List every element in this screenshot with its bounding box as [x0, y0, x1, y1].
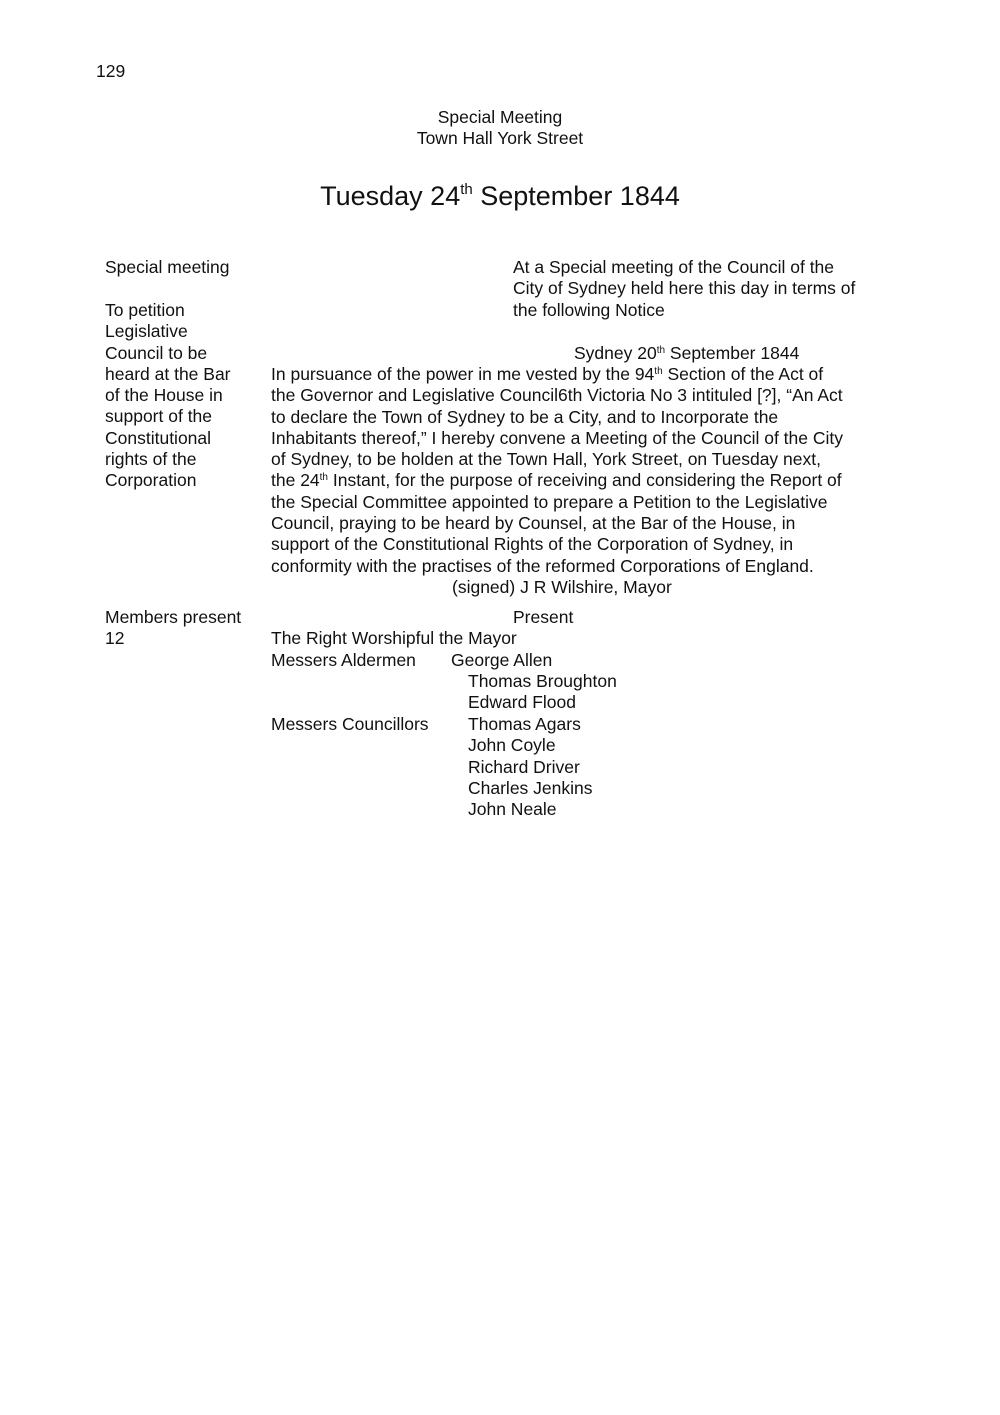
councillor-name: Thomas Agars	[468, 714, 581, 734]
notice-line	[271, 364, 843, 385]
notice-line: Inhabitants thereof,” I hereby convene a Meeting of the Council of the City	[271, 427, 844, 448]
margin-note-line: rights of the	[105, 449, 197, 470]
councillor-name: Richard Driver	[468, 756, 580, 777]
councillor-name: John Coyle	[468, 735, 556, 756]
notice-sup: th	[654, 366, 663, 377]
notice-line: to declare the Town of Sydney to be a City, and to Incorporate the	[271, 406, 779, 427]
margin-notes	[105, 300, 231, 492]
margin-note-line: Council to be	[105, 342, 208, 363]
present-heading: Present	[513, 607, 574, 627]
councillors-label: Messers Councillors	[271, 714, 429, 734]
title-date: Tuesday 24	[320, 181, 461, 211]
notice-sup: th	[319, 472, 328, 484]
page-title	[0, 180, 1000, 212]
notice-signature: (signed) J R Wilshire, Mayor	[452, 577, 672, 597]
meeting-location: Town Hall York Street	[416, 128, 584, 148]
councillor-name: Charles Jenkins	[468, 777, 593, 798]
notice-text: Section of the Act of	[662, 364, 824, 384]
notice-body	[271, 364, 843, 577]
meeting-type: Special Meeting	[437, 107, 563, 127]
notice-text: the 24	[271, 470, 320, 491]
margin-heading: Special meeting	[105, 257, 230, 277]
intro-line: the following Notice	[513, 299, 665, 320]
intro-text	[513, 257, 855, 321]
councillor-names	[468, 714, 593, 820]
intro-line: At a Special meeting of the Council of the	[513, 257, 835, 277]
notice-line	[271, 470, 843, 491]
margin-note-line: of the House in	[105, 385, 223, 406]
notice-line: conformity with the practises of the reformed Corporations of England.	[271, 555, 814, 576]
alderman-name: George Allen	[451, 650, 553, 670]
notice-line: of Sydney, to be holden at the Town Hall, York Street, on Tuesday next,	[271, 449, 821, 470]
notice-date-month: September 1844	[665, 343, 800, 363]
aldermen-label: Messers Aldermen	[271, 650, 416, 670]
notice-date-day: Sydney 20	[574, 343, 657, 363]
notice-line: support of the Constitutional Rights of the Corporation of Sydney, in	[271, 534, 794, 555]
margin-note-line: Legislative	[105, 321, 188, 342]
notice-date	[574, 343, 799, 364]
margin-note-line: To petition	[105, 300, 185, 320]
councillor-name: John Neale	[468, 799, 557, 820]
notice-text: Instant, for the purpose of receiving and considering the Report of	[328, 470, 842, 491]
page-number: 129	[96, 61, 126, 81]
notice-line: the Governor and Legislative Council6th Victoria No 3 intituled [?], “An Act	[271, 385, 843, 406]
present-mayor: The Right Worshipful the Mayor	[271, 628, 517, 648]
alderman-name: Thomas Broughton	[468, 671, 617, 691]
margin-note-line: Corporation	[105, 470, 197, 491]
members-present-label: Members present	[105, 607, 242, 627]
margin-note-line: heard at the Bar	[105, 363, 231, 384]
title-month-year: September 1844	[472, 181, 680, 211]
margin-note-line: support of the	[105, 406, 213, 427]
notice-line: Council, praying to be heard by Counsel, at the Bar of the House, in	[271, 513, 796, 534]
title-date-suffix: th	[460, 181, 473, 198]
margin-note-line: Constitutional	[105, 427, 212, 448]
notice-date-suffix: th	[656, 345, 666, 356]
members-present-count: 12	[105, 628, 125, 648]
alderman-name: Edward Flood	[468, 692, 576, 712]
intro-line: City of Sydney held here this day in terms of	[513, 278, 856, 299]
notice-line: the Special Committee appointed to prepare a Petition to the Legislative	[271, 491, 828, 512]
notice-text: In pursuance of the power in me vested by the 94	[271, 364, 655, 384]
